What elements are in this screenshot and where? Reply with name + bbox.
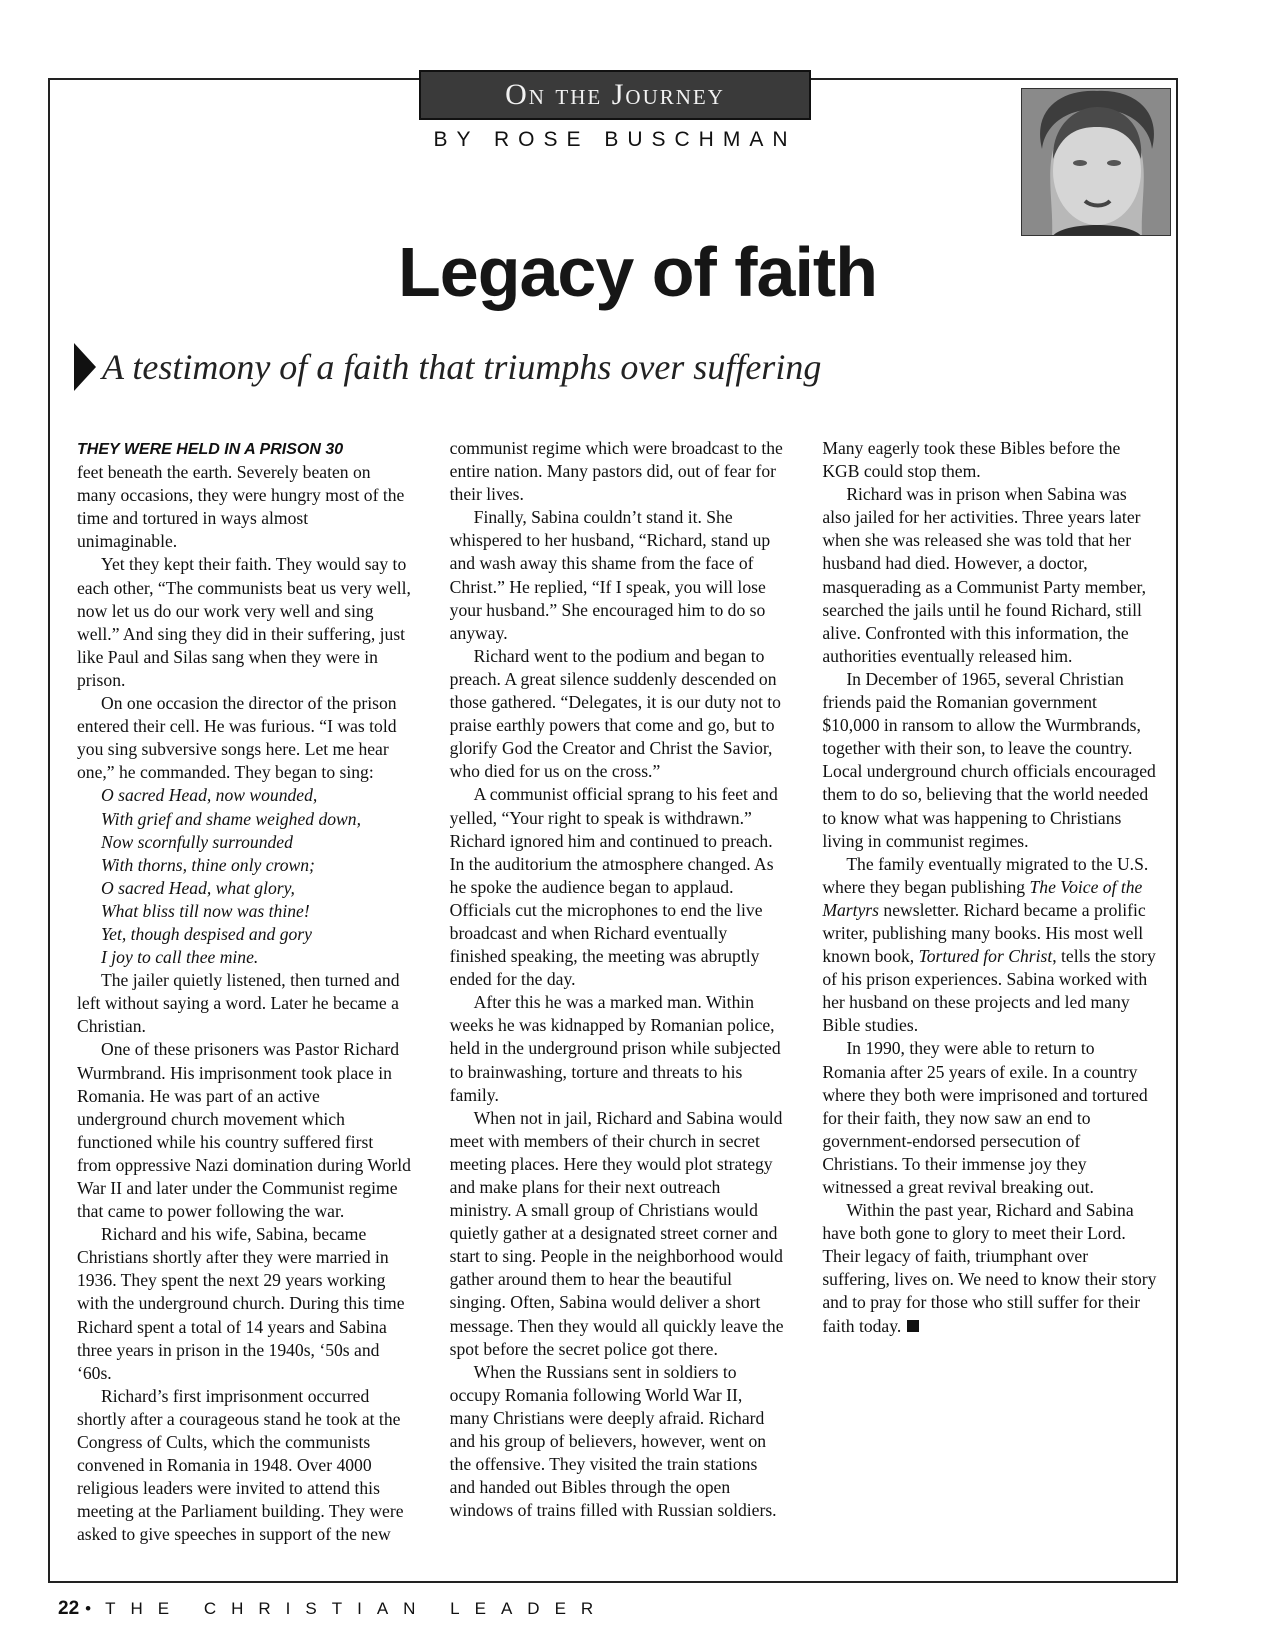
paragraph: Richard’s first imprisonment occurred shortly after a courageous stand he took at the Congress of Cults, which the communists convened in Romania in 1948. Over 4000 religious leaders were invited to attend this meeting at the Parliament building. They were asked to give speeches in support of the new communist regime which were broadcast to the entire nation. Many pastors did, out of fear for their lives. (77, 438, 783, 1545)
hymn-line: O sacred Head, what glory, (101, 877, 295, 898)
paragraph (822, 853, 1157, 1038)
hymn-line: With grief and shame weighed down, (101, 808, 361, 829)
hymn-line: O sacred Head, now wounded, (101, 785, 318, 806)
hymn-line: What bliss till now was thine! (101, 900, 310, 921)
byline: BY ROSE BUSCHMAN (433, 128, 797, 151)
paragraph: In December of 1965, several Christian friends paid the Romanian government $10,000 in ransom to allow the Wurmbrands, together with their son, to leave the country. Local underground church officials encouraged them to do so, believing that the world needed to know what was happening to Christians living in communist regimes. (822, 668, 1156, 851)
paragraph-text: feet beneath the earth. Severely beaten on many occasions, they were hungry most of the time and tortured in ways almost unimaginable. (77, 462, 405, 552)
column-title: On the Journey (505, 78, 725, 111)
column-title-banner (419, 70, 811, 120)
book-title: Tortured for Christ (918, 946, 1053, 967)
paragraph-text: newsletter. Richard became a prolific writer, publishing many books. His most well known book, (822, 899, 1146, 967)
publication-title: The Voice of the Martyrs (822, 876, 1143, 920)
paragraph: Yet they kept their faith. They would say to each other, “The communists beat us very well, now let us do our work very well and sing well.” And sing they did in their suffering, just like Paul and Silas sang when they were in prison. (77, 554, 411, 690)
author-photo (1021, 88, 1171, 236)
hymn-line: Yet, though despised and gory (101, 923, 312, 944)
paragraph (77, 437, 412, 553)
paragraph: Richard was in prison when Sabina was also jailed for her activities. Three years later when she was released she was told that her husband had died. However, a doctor, masquerading as a Communist Party member, searched the jails until he found Richard, still alive. Confronted with this information, the authorities eventually released him. (822, 484, 1147, 666)
paragraph (822, 1199, 1157, 1338)
headline: Legacy of faith (398, 233, 877, 311)
arrow-marker-icon (74, 343, 96, 391)
hymn-line: Now scornfully surrounded (101, 831, 293, 852)
paragraph: The jailer quietly listened, then turned and left without saying a word. Later he became a Christian. (77, 970, 400, 1037)
paragraph-text: , tells the story of his prison experiences. Sabina worked with her husband on these projects and led many Bible studies. (822, 946, 1156, 1036)
paragraph: In 1990, they were able to return to Romania after 25 years of exile. In a country where they both were imprisoned and tortured for their faith, they now saw an end to government-endorsed persecution of Christians. To their immense joy they witnessed a great revival breaking out. (822, 1038, 1148, 1197)
paragraph-text: Within the past year, Richard and Sabina have both gone to glory to meet their Lord. Their legacy of faith, triumphant over suffering, lives on. We need to know their story and to pray for those who still suffer for their faith today. (822, 1200, 1157, 1336)
paragraph: When not in jail, Richard and Sabina would meet with members of their church in secret meeting places. Here they would plot strategy and make plans for their next outreach ministry. A small group of Christians would quietly gather at a designated street corner and start to sing. People in the neighborhood would gather around them to hear the beautiful singing. Often, Sabina would deliver a short message. Then they would all quickly leave the spot before the secret police got there. (449, 1107, 784, 1359)
footer-bullet: • (85, 1599, 92, 1618)
hymn-verse (77, 784, 412, 969)
article-body (77, 437, 1157, 1559)
paragraph: Richard and his wife, Sabina, became Christians shortly after they were married in 1936. They spent the next 29 years working with the underground church. During this time Richard spent a total of 14 years and Sabina three years in prison in the 1940s, ‘50s and ‘60s. (77, 1224, 405, 1383)
publication-name: THE CHRISTIAN LEADER (105, 1599, 609, 1618)
lead-in: THEY WERE HELD IN A PRISON 30 (77, 441, 344, 458)
hymn-line: With thorns, thine only crown; (101, 854, 315, 875)
subhead-text: A testimony of a faith that triumphs over suffering (102, 347, 822, 387)
end-of-article-square-icon (907, 1320, 919, 1332)
paragraph: Richard went to the podium and began to preach. A great silence suddenly descended on those gathered. “Delegates, it is our duty not to praise earthly powers that come and go, but to glorify God the Creator and Christ the Savior, who died for us on the cross.” (449, 645, 781, 782)
page-footer (58, 1598, 608, 1620)
hymn-line: I joy to call thee mine. (101, 947, 259, 968)
subhead (74, 342, 821, 392)
paragraph: One of these prisoners was Pastor Richard Wurmbrand. His imprisonment took place in Romania. He was part of an active underground church movement which functioned while his country suffered first from oppressive Nazi domination during World War II and later under the Communist regime that came to power following the war. (77, 1039, 411, 1222)
paragraph: A communist official sprang to his feet and yelled, “Your right to speak is withdrawn.” Richard ignored him and continued to preach. In the auditorium the atmosphere changed. As he spoke the audience began to applaud. Officials cut the microphones to end the live broadcast and when Richard eventually finished speaking, the meeting was abruptly ended for the day. (449, 784, 778, 990)
paragraph: After this he was a marked man. Within weeks he was kidnapped by Romanian police, held in the underground prison while subjected to brainwashing, torture and threats to his family. (449, 992, 781, 1105)
paragraph-text: The family eventually migrated to the U.S. where they began publishing (822, 853, 1149, 897)
paragraph: Finally, Sabina couldn’t stand it. She whispered to her husband, “Richard, stand up and wash away this shame from the face of Christ.” He replied, “If I speak, you will lose your husband.” She encouraged him to do so anyway. (449, 507, 771, 643)
page-number: 22 (58, 1598, 80, 1619)
paragraph: When the Russians sent in soldiers to occupy Romania following World War II, many Christians were deeply afraid. Richard and his group of believers, however, went on the offensive. They visited the train stations and handed out Bibles through the open windows of trains filled with Russian soldiers. Many eagerly took these Bibles before the KGB could stop them. (449, 438, 1121, 1521)
paragraph: On one occasion the director of the prison entered their cell. He was furious. “I was told you sing subversive songs here. Let me hear one,” he commanded. They began to sing: (77, 693, 397, 783)
